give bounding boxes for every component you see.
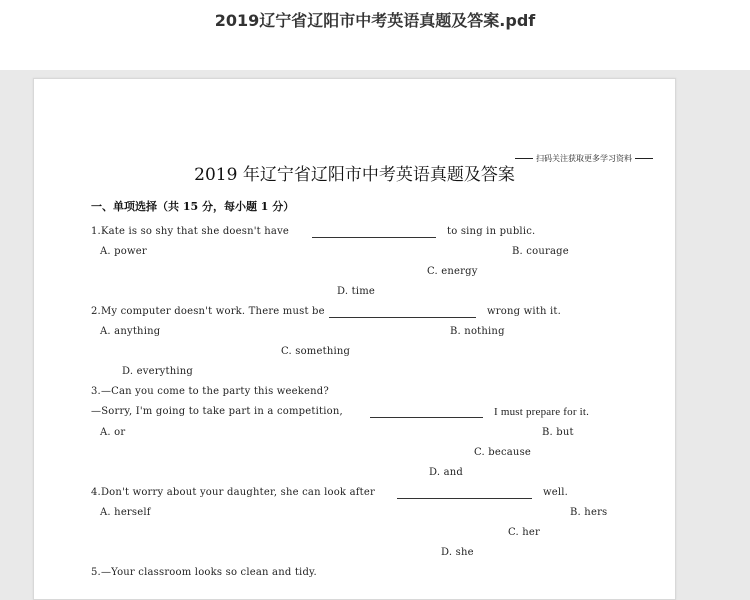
q4-stem: 4.Don't worry about your daughter, she can look after xyxy=(91,487,375,498)
q2-stem: 2.My computer doesn't work. There must be xyxy=(91,306,325,317)
promo-line-left xyxy=(515,158,533,159)
viewer-header xyxy=(0,0,750,70)
q4-option-a: A. herself xyxy=(100,507,151,518)
q3-stem-end: I must prepare for it. xyxy=(494,406,590,418)
q3-option-b: B. but xyxy=(542,427,574,438)
q4-option-b: B. hers xyxy=(570,507,608,518)
q4-option-c: C. her xyxy=(508,527,540,538)
promo-text: 扫码关注获取更多学习资料 xyxy=(536,154,632,163)
q2-option-b: B. nothing xyxy=(450,326,505,337)
q1-stem-end: to sing in public. xyxy=(447,226,536,237)
q3-option-d: D. and xyxy=(429,467,464,478)
q2-option-a: A. anything xyxy=(100,326,161,337)
q3-stem-line1: 3.—Can you come to the party this weekend? xyxy=(91,386,329,397)
q4-blank xyxy=(397,498,532,499)
q1-option-b: B. courage xyxy=(512,246,569,257)
document-title: 2019 年辽宁省辽阳市中考英语真题及答案 xyxy=(194,165,515,185)
file-title: 2019辽宁省辽阳市中考英语真题及答案.pdf xyxy=(214,11,536,30)
promo-line-right xyxy=(635,158,653,159)
q1-stem: 1.Kate is so shy that she doesn't have xyxy=(91,226,290,237)
q1-option-c: C. energy xyxy=(427,266,478,277)
q3-stem: —Sorry, I'm going to take part in a competition, xyxy=(91,406,343,417)
q1-blank xyxy=(312,237,436,238)
q1-option-d: D. time xyxy=(337,286,376,297)
q3-option-a: A. or xyxy=(100,427,126,438)
q3-option-c: C. because xyxy=(474,447,532,458)
q2-option-d: D. everything xyxy=(122,366,194,377)
q2-stem-end: wrong with it. xyxy=(487,306,561,317)
section-heading: 一、单项选择（共 15 分，每小题 1 分） xyxy=(91,200,295,213)
q3-blank xyxy=(370,417,483,418)
q1-option-a: A. power xyxy=(100,246,147,257)
q4-stem-end: well. xyxy=(543,487,569,498)
q4-option-d: D. she xyxy=(441,547,474,558)
q2-option-c: C. something xyxy=(281,346,351,357)
q2-blank xyxy=(329,317,476,318)
q5-stem-line1: 5.—Your classroom looks so clean and tidy. xyxy=(91,567,317,578)
